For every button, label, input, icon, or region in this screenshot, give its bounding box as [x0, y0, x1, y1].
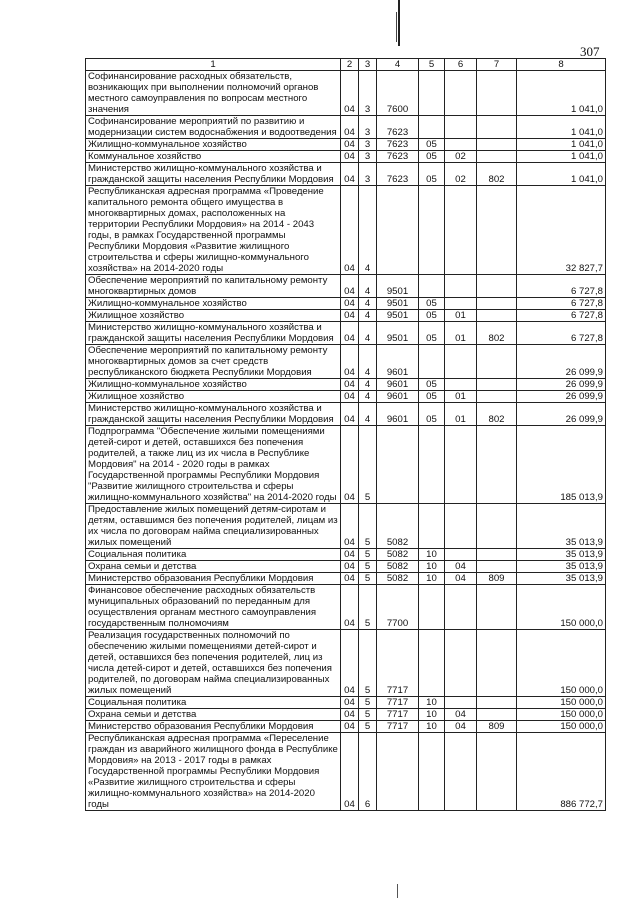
- table-row: [86, 345, 606, 379]
- table-row: [86, 163, 606, 186]
- row-name-cell: Жилищно-коммунальное хозяйство: [86, 298, 341, 310]
- row-name-cell: Министерство образования Республики Мордовия: [86, 721, 341, 733]
- code-c6-cell: 02: [445, 163, 477, 186]
- row-name-cell: Социальная политика: [86, 697, 341, 709]
- binding-mark-bottom: [397, 884, 398, 898]
- code-c2-cell: 04: [341, 573, 359, 585]
- code-c6-cell: 01: [445, 310, 477, 322]
- code-c5-cell: [419, 71, 445, 116]
- code-c2-cell: 04: [341, 310, 359, 322]
- code-c6-cell: 01: [445, 322, 477, 345]
- code-c5-cell: 10: [419, 709, 445, 721]
- table-row: [86, 391, 606, 403]
- amount-cell: 1 041,0: [517, 163, 606, 186]
- code-c6-cell: [445, 585, 477, 630]
- header-cell: 7: [477, 59, 517, 71]
- amount-cell: 1 041,0: [517, 71, 606, 116]
- code-c5-cell: 05: [419, 403, 445, 426]
- code-c3-cell: 5: [359, 585, 377, 630]
- row-name-cell: Министерство жилищно-коммунального хозяйства и гражданской защиты населения Республики Мордовия: [86, 403, 341, 426]
- code-c3-cell: 4: [359, 322, 377, 345]
- code-c7-cell: [477, 426, 517, 504]
- code-c3-cell: 4: [359, 186, 377, 275]
- code-c2-cell: 04: [341, 426, 359, 504]
- code-c7-cell: 809: [477, 721, 517, 733]
- code-c3-cell: 5: [359, 549, 377, 561]
- code-c6-cell: [445, 275, 477, 298]
- code-c3-cell: 3: [359, 71, 377, 116]
- binding-mark: [398, 0, 400, 46]
- code-c4-cell: 9601: [377, 391, 419, 403]
- row-name-cell: Жилищное хозяйство: [86, 310, 341, 322]
- code-c5-cell: 05: [419, 310, 445, 322]
- code-c2-cell: 04: [341, 585, 359, 630]
- code-c7-cell: [477, 549, 517, 561]
- amount-cell: 886 772,7: [517, 733, 606, 811]
- row-name-cell: Республиканская адресная программа «Проведение капитального ремонта общего имущества в многоквартирных домах, расположенных на территории Республики Мордовия» на 2014 - 2043 годы, в рамках Государственной программы Республики Мордовия «Развитие жилищного строительства и сферы жилищно-коммунального хозяйства» на 2014-2020 годы: [86, 186, 341, 275]
- row-name-cell: Жилищно-коммунальное хозяйство: [86, 379, 341, 391]
- row-name-cell: Предоставление жилых помещений детям-сиротам и детям, оставшимся без попечения родителей, лицам из их числа по договорам найма специализированных жилых помещений: [86, 504, 341, 549]
- code-c5-cell: 05: [419, 163, 445, 186]
- code-c6-cell: [445, 71, 477, 116]
- amount-cell: 26 099,9: [517, 379, 606, 391]
- amount-cell: 1 041,0: [517, 151, 606, 163]
- code-c3-cell: 3: [359, 116, 377, 139]
- code-c7-cell: [477, 709, 517, 721]
- amount-cell: 26 099,9: [517, 345, 606, 379]
- table-row: [86, 298, 606, 310]
- row-name-cell: Подпрограмма "Обеспечение жилыми помещениями детей-сирот и детей, оставшихся без попечения родителей, а также лиц из их числа в Республике Мордовия" на 2014 - 2020 годы в рамках Государственной программы Республики Мордовия "Развитие жилищного строительства и сферы жилищно-коммунального хозяйства" на 2014-2020 годы: [86, 426, 341, 504]
- table-row: [86, 322, 606, 345]
- code-c3-cell: 3: [359, 139, 377, 151]
- code-c6-cell: 04: [445, 709, 477, 721]
- code-c4-cell: 7717: [377, 697, 419, 709]
- code-c7-cell: [477, 275, 517, 298]
- code-c4-cell: 9601: [377, 403, 419, 426]
- code-c2-cell: 04: [341, 549, 359, 561]
- row-name-cell: Социальная политика: [86, 549, 341, 561]
- code-c4-cell: 9501: [377, 298, 419, 310]
- code-c7-cell: [477, 561, 517, 573]
- code-c6-cell: [445, 345, 477, 379]
- code-c6-cell: [445, 630, 477, 697]
- code-c4-cell: [377, 733, 419, 811]
- code-c6-cell: [445, 116, 477, 139]
- table-row: [86, 585, 606, 630]
- code-c3-cell: 4: [359, 391, 377, 403]
- code-c4-cell: 7600: [377, 71, 419, 116]
- amount-cell: 35 013,9: [517, 504, 606, 549]
- code-c7-cell: [477, 345, 517, 379]
- amount-cell: 150 000,0: [517, 697, 606, 709]
- code-c3-cell: 4: [359, 310, 377, 322]
- code-c4-cell: 7623: [377, 139, 419, 151]
- code-c3-cell: 5: [359, 721, 377, 733]
- table-row: [86, 275, 606, 298]
- header-cell: 3: [359, 59, 377, 71]
- table-row: [86, 561, 606, 573]
- row-name-cell: Охрана семьи и детства: [86, 709, 341, 721]
- code-c7-cell: [477, 697, 517, 709]
- code-c3-cell: 5: [359, 561, 377, 573]
- code-c5-cell: 10: [419, 573, 445, 585]
- code-c4-cell: 9601: [377, 345, 419, 379]
- budget-table: [85, 58, 606, 811]
- amount-cell: 32 827,7: [517, 186, 606, 275]
- table-row: [86, 151, 606, 163]
- code-c4-cell: 9501: [377, 275, 419, 298]
- amount-cell: 26 099,9: [517, 403, 606, 426]
- table-row: [86, 549, 606, 561]
- table-row: [86, 310, 606, 322]
- code-c5-cell: 10: [419, 697, 445, 709]
- code-c6-cell: [445, 549, 477, 561]
- table-row: [86, 721, 606, 733]
- amount-cell: 35 013,9: [517, 573, 606, 585]
- amount-cell: 150 000,0: [517, 721, 606, 733]
- code-c7-cell: [477, 585, 517, 630]
- table-row: [86, 504, 606, 549]
- code-c3-cell: 5: [359, 504, 377, 549]
- code-c5-cell: 05: [419, 139, 445, 151]
- code-c4-cell: [377, 426, 419, 504]
- code-c4-cell: 7700: [377, 585, 419, 630]
- row-name-cell: Обеспечение мероприятий по капитальному ремонту многоквартирных домов за счет средств республиканского бюджета Республики Мордовия: [86, 345, 341, 379]
- table-row: [86, 139, 606, 151]
- amount-cell: 6 727,8: [517, 275, 606, 298]
- code-c2-cell: 04: [341, 71, 359, 116]
- code-c3-cell: 5: [359, 426, 377, 504]
- code-c6-cell: [445, 298, 477, 310]
- table-row: [86, 403, 606, 426]
- code-c7-cell: [477, 379, 517, 391]
- row-name-cell: Министерство образования Республики Мордовия: [86, 573, 341, 585]
- code-c2-cell: 04: [341, 733, 359, 811]
- code-c5-cell: [419, 426, 445, 504]
- amount-cell: 150 000,0: [517, 630, 606, 697]
- table-row: [86, 733, 606, 811]
- page-number: 307: [580, 44, 600, 59]
- row-name-cell: Финансовое обеспечение расходных обязательств муниципальных образований по переданным для осуществления органам местного самоуправления государственным полномочиям: [86, 585, 341, 630]
- code-c2-cell: 04: [341, 721, 359, 733]
- code-c4-cell: 9501: [377, 310, 419, 322]
- amount-cell: 1 041,0: [517, 139, 606, 151]
- code-c5-cell: [419, 504, 445, 549]
- code-c2-cell: 04: [341, 151, 359, 163]
- code-c5-cell: [419, 186, 445, 275]
- amount-cell: 185 013,9: [517, 426, 606, 504]
- code-c6-cell: [445, 504, 477, 549]
- row-name-cell: Жилищно-коммунальное хозяйство: [86, 139, 341, 151]
- code-c3-cell: 5: [359, 709, 377, 721]
- code-c4-cell: 7623: [377, 163, 419, 186]
- row-name-cell: Министерство жилищно-коммунального хозяйства и гражданской защиты населения Республики Мордовия: [86, 163, 341, 186]
- header-cell: 4: [377, 59, 419, 71]
- code-c2-cell: 04: [341, 403, 359, 426]
- code-c6-cell: 04: [445, 573, 477, 585]
- code-c5-cell: 10: [419, 721, 445, 733]
- code-c7-cell: 802: [477, 322, 517, 345]
- code-c4-cell: 7717: [377, 709, 419, 721]
- code-c5-cell: [419, 345, 445, 379]
- code-c2-cell: 04: [341, 275, 359, 298]
- code-c7-cell: 802: [477, 163, 517, 186]
- code-c7-cell: [477, 139, 517, 151]
- header-cell: 1: [86, 59, 341, 71]
- code-c4-cell: 5082: [377, 504, 419, 549]
- code-c5-cell: [419, 630, 445, 697]
- code-c7-cell: [477, 298, 517, 310]
- code-c5-cell: 10: [419, 561, 445, 573]
- code-c5-cell: 05: [419, 391, 445, 403]
- code-c4-cell: [377, 186, 419, 275]
- row-name-cell: Жилищное хозяйство: [86, 391, 341, 403]
- code-c5-cell: [419, 116, 445, 139]
- row-name-cell: Обеспечение мероприятий по капитальному ремонту многоквартирных домов: [86, 275, 341, 298]
- table-header-row: [86, 59, 606, 71]
- code-c3-cell: 4: [359, 298, 377, 310]
- code-c5-cell: 05: [419, 151, 445, 163]
- code-c6-cell: [445, 186, 477, 275]
- code-c4-cell: 7717: [377, 721, 419, 733]
- code-c7-cell: [477, 116, 517, 139]
- amount-cell: 26 099,9: [517, 391, 606, 403]
- header-cell: 5: [419, 59, 445, 71]
- code-c3-cell: 4: [359, 403, 377, 426]
- code-c3-cell: 4: [359, 275, 377, 298]
- code-c5-cell: 10: [419, 549, 445, 561]
- amount-cell: 150 000,0: [517, 585, 606, 630]
- code-c6-cell: [445, 733, 477, 811]
- amount-cell: 35 013,9: [517, 561, 606, 573]
- row-name-cell: Софинансирование расходных обязательств, возникающих при выполнении полномочий органов местного самоуправления по вопросам местного значения: [86, 71, 341, 116]
- code-c4-cell: 5082: [377, 549, 419, 561]
- code-c2-cell: 04: [341, 630, 359, 697]
- row-name-cell: Охрана семьи и детства: [86, 561, 341, 573]
- code-c4-cell: 9501: [377, 322, 419, 345]
- code-c5-cell: 05: [419, 379, 445, 391]
- code-c2-cell: 04: [341, 697, 359, 709]
- table-row: [86, 379, 606, 391]
- row-name-cell: Коммунальное хозяйство: [86, 151, 341, 163]
- code-c7-cell: [477, 310, 517, 322]
- code-c7-cell: [477, 391, 517, 403]
- row-name-cell: Республиканская адресная программа «Переселение граждан из аварийного жилищного фонда в Республике Мордовия» на 2013 - 2017 годы в рамках Государственной программы Республики Мордовия «Развитие жилищного строительства и сферы жилищно-коммунального хозяйства» на 2014-2020 годы: [86, 733, 341, 811]
- code-c2-cell: 04: [341, 504, 359, 549]
- code-c2-cell: 04: [341, 345, 359, 379]
- code-c2-cell: 04: [341, 322, 359, 345]
- code-c6-cell: [445, 426, 477, 504]
- code-c6-cell: 01: [445, 403, 477, 426]
- code-c2-cell: 04: [341, 391, 359, 403]
- table-row: [86, 573, 606, 585]
- table-row: [86, 186, 606, 275]
- code-c7-cell: [477, 151, 517, 163]
- table-row: [86, 426, 606, 504]
- code-c3-cell: 4: [359, 379, 377, 391]
- code-c4-cell: 7717: [377, 630, 419, 697]
- code-c2-cell: 04: [341, 116, 359, 139]
- code-c7-cell: [477, 71, 517, 116]
- code-c3-cell: 3: [359, 163, 377, 186]
- code-c3-cell: 5: [359, 573, 377, 585]
- code-c7-cell: [477, 630, 517, 697]
- table-row: [86, 697, 606, 709]
- code-c7-cell: [477, 186, 517, 275]
- code-c6-cell: 02: [445, 151, 477, 163]
- code-c5-cell: [419, 585, 445, 630]
- code-c4-cell: 7623: [377, 151, 419, 163]
- code-c7-cell: [477, 504, 517, 549]
- code-c5-cell: 05: [419, 322, 445, 345]
- code-c6-cell: 04: [445, 721, 477, 733]
- code-c4-cell: 9601: [377, 379, 419, 391]
- code-c2-cell: 04: [341, 163, 359, 186]
- code-c2-cell: 04: [341, 561, 359, 573]
- amount-cell: 6 727,8: [517, 310, 606, 322]
- table-row: [86, 630, 606, 697]
- amount-cell: 35 013,9: [517, 549, 606, 561]
- amount-cell: 1 041,0: [517, 116, 606, 139]
- code-c2-cell: 04: [341, 139, 359, 151]
- code-c2-cell: 04: [341, 186, 359, 275]
- binding-mark-shadow: [396, 12, 397, 42]
- amount-cell: 150 000,0: [517, 709, 606, 721]
- table-row: [86, 116, 606, 139]
- code-c6-cell: [445, 139, 477, 151]
- header-cell: 2: [341, 59, 359, 71]
- row-name-cell: Софинансирование мероприятий по развитию и модернизации систем водоснабжения и водоотведения: [86, 116, 341, 139]
- table-row: [86, 709, 606, 721]
- code-c6-cell: [445, 697, 477, 709]
- header-cell: 8: [517, 59, 606, 71]
- code-c7-cell: [477, 733, 517, 811]
- code-c3-cell: 5: [359, 697, 377, 709]
- code-c4-cell: 5082: [377, 573, 419, 585]
- header-cell: 6: [445, 59, 477, 71]
- code-c3-cell: 6: [359, 733, 377, 811]
- row-name-cell: Министерство жилищно-коммунального хозяйства и гражданской защиты населения Республики Мордовия: [86, 322, 341, 345]
- code-c3-cell: 5: [359, 630, 377, 697]
- code-c4-cell: 7623: [377, 116, 419, 139]
- code-c6-cell: [445, 379, 477, 391]
- code-c7-cell: 809: [477, 573, 517, 585]
- code-c2-cell: 04: [341, 298, 359, 310]
- amount-cell: 6 727,8: [517, 298, 606, 310]
- code-c7-cell: 802: [477, 403, 517, 426]
- code-c2-cell: 04: [341, 709, 359, 721]
- code-c6-cell: 04: [445, 561, 477, 573]
- code-c6-cell: 01: [445, 391, 477, 403]
- amount-cell: 6 727,8: [517, 322, 606, 345]
- code-c3-cell: 3: [359, 151, 377, 163]
- table-row: [86, 71, 606, 116]
- code-c2-cell: 04: [341, 379, 359, 391]
- code-c3-cell: 4: [359, 345, 377, 379]
- code-c5-cell: [419, 275, 445, 298]
- code-c5-cell: 05: [419, 298, 445, 310]
- row-name-cell: Реализация государственных полномочий по обеспечению жилыми помещениями детей-сирот и детей, оставшихся без попечения родителей, лиц из числа детей-сирот и детей, оставшихся без попечения родителей, по договорам найма специализированных жилых помещений: [86, 630, 341, 697]
- code-c5-cell: [419, 733, 445, 811]
- code-c4-cell: 5082: [377, 561, 419, 573]
